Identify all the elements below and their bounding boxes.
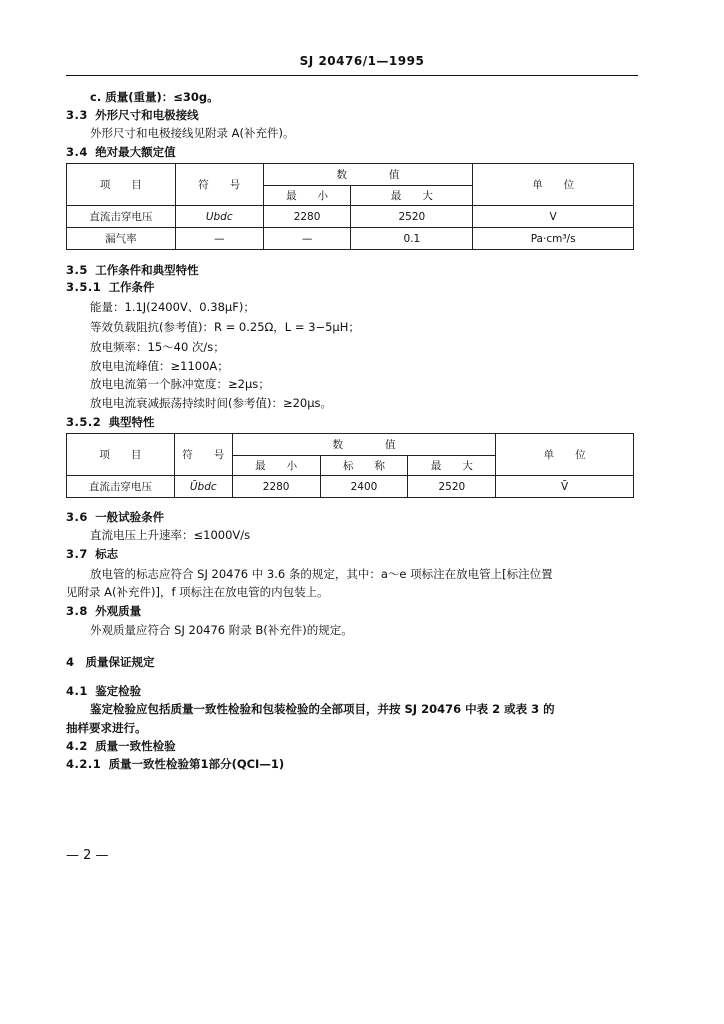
section-number: 4.1 bbox=[66, 684, 88, 698]
table-cell-unit: V bbox=[473, 206, 634, 228]
section-title: 质量保证规定 bbox=[85, 655, 155, 669]
table-cell-min: — bbox=[263, 228, 351, 250]
header-rule bbox=[66, 75, 638, 76]
table2-header-max: 最 大 bbox=[408, 456, 496, 476]
section-title: 工作条件和典型特性 bbox=[95, 263, 199, 277]
section-3-8-heading bbox=[66, 603, 141, 619]
table2-header-symbol: 符 号 bbox=[174, 434, 232, 476]
section-title: 标志 bbox=[95, 547, 119, 561]
table-cell-unit: Pa·cm³/s bbox=[473, 228, 634, 250]
table2-header-item: 项 目 bbox=[67, 434, 175, 476]
section-4-1-body-line2: 抽样要求进行。 bbox=[66, 721, 147, 735]
table2-header-unit: 单 位 bbox=[496, 434, 634, 476]
section-4-1-heading bbox=[66, 683, 141, 699]
absolute-max-ratings-table bbox=[66, 163, 634, 250]
table-cell-max: 2520 bbox=[408, 476, 496, 498]
section-title: 绝对最大额定值 bbox=[95, 145, 176, 159]
table1-header-item: 项 目 bbox=[67, 164, 176, 206]
table1-header-min: 最 小 bbox=[263, 186, 351, 206]
section-3-7-body-line2: 见附录 A(补充件)]，f 项标注在放电管的内包装上。 bbox=[66, 585, 329, 599]
table1-header-value: 数 值 bbox=[263, 164, 473, 186]
table-cell-min: 2280 bbox=[263, 206, 351, 228]
section-number: 3.4 bbox=[66, 145, 88, 159]
section-4-1-body-line1: 鉴定检验应包括质量一致性检验和包装检验的全部项目，并按 SJ 20476 中表 2 或表 3 的 bbox=[90, 702, 555, 716]
doc-header: SJ 20476/1—1995 bbox=[299, 54, 425, 68]
section-3-8-body: 外观质量应符合 SJ 20476 附录 B(补充件)的规定。 bbox=[90, 623, 353, 637]
page-number: — 2 — bbox=[66, 848, 109, 863]
table-cell-item: 漏气率 bbox=[67, 228, 176, 250]
table-cell-symbol: Ubdc bbox=[175, 206, 263, 228]
table-cell-max: 2520 bbox=[351, 206, 473, 228]
table-cell-nom: 2400 bbox=[320, 476, 408, 498]
table-cell-symbol: Ūbdc bbox=[174, 476, 232, 498]
table-row bbox=[67, 206, 634, 228]
section-title: 一般试验条件 bbox=[95, 510, 165, 524]
table2-header-nom: 标 称 bbox=[320, 456, 408, 476]
table-cell-unit: V̄ bbox=[496, 476, 634, 498]
work-condition-pulse-width: 放电电流第一个脉冲宽度：≥2μs； bbox=[90, 377, 270, 391]
item-c-mass: c. 质量(重量)：≤30g。 bbox=[90, 90, 219, 104]
section-3-3-heading bbox=[66, 107, 199, 123]
section-title: 质量一致性检验 bbox=[95, 739, 176, 753]
section-3-5-heading bbox=[66, 262, 199, 278]
section-number: 3.6 bbox=[66, 510, 88, 524]
table-row bbox=[67, 476, 634, 498]
work-condition-impedance: 等效负载阻抗(参考值)：R = 0.25Ω，L = 3−5μH； bbox=[90, 320, 360, 334]
section-title: 外观质量 bbox=[95, 604, 142, 618]
table-cell-item: 直流击穿电压 bbox=[67, 476, 175, 498]
table-cell-max: 0.1 bbox=[351, 228, 473, 250]
table-cell-symbol: — bbox=[175, 228, 263, 250]
section-3-7-heading bbox=[66, 546, 118, 562]
table2-header-min: 最 小 bbox=[232, 456, 320, 476]
section-number: 3.5 bbox=[66, 263, 88, 277]
section-3-5-1-heading bbox=[66, 279, 155, 295]
section-3-6-body: 直流电压上升速率：≤1000V/s bbox=[90, 528, 251, 542]
section-title: 质量一致性检验第1部分(QCI—1) bbox=[108, 757, 285, 771]
section-4-heading bbox=[66, 654, 154, 670]
table-row bbox=[67, 228, 634, 250]
table1-header-max: 最 大 bbox=[351, 186, 473, 206]
work-condition-frequency: 放电频率：15～40 次/s； bbox=[90, 340, 225, 354]
section-number: 3.5.1 bbox=[66, 280, 102, 294]
section-number: 3.8 bbox=[66, 604, 88, 618]
work-condition-oscillation: 放电电流衰减振荡持续时间(参考值)：≥20μs。 bbox=[90, 396, 333, 410]
section-3-3-body: 外形尺寸和电极接线见附录 A(补充件)。 bbox=[90, 126, 295, 140]
section-number: 3.7 bbox=[66, 547, 88, 561]
table-cell-item: 直流击穿电压 bbox=[67, 206, 176, 228]
section-number: 3.5.2 bbox=[66, 415, 102, 429]
section-number: 3.3 bbox=[66, 108, 88, 122]
section-3-5-2-heading bbox=[66, 414, 155, 430]
section-3-7-body-line1: 放电管的标志应符合 SJ 20476 中 3.6 条的规定，其中：a～e 项标注在放电管上[标注位置 bbox=[90, 567, 553, 581]
table1-header-unit: 单 位 bbox=[473, 164, 634, 206]
section-number: 4.2 bbox=[66, 739, 88, 753]
section-number: 4.2.1 bbox=[66, 757, 102, 771]
table1-header-symbol: 符 号 bbox=[175, 164, 263, 206]
typical-characteristics-table bbox=[66, 433, 634, 498]
section-title: 工作条件 bbox=[108, 280, 155, 294]
section-title: 鉴定检验 bbox=[95, 684, 142, 698]
section-number: 4 bbox=[66, 655, 75, 669]
section-4-2-1-heading bbox=[66, 756, 284, 772]
table-cell-min: 2280 bbox=[232, 476, 320, 498]
table2-header-value: 数 值 bbox=[232, 434, 496, 456]
work-condition-peak-current: 放电电流峰值：≥1100A； bbox=[90, 359, 229, 373]
section-4-2-heading bbox=[66, 738, 176, 754]
section-title: 外形尺寸和电极接线 bbox=[95, 108, 199, 122]
section-title: 典型特性 bbox=[108, 415, 155, 429]
section-3-6-heading bbox=[66, 509, 164, 525]
section-3-4-heading bbox=[66, 144, 176, 160]
work-condition-energy: 能量：1.1J(2400V、0.38μF)； bbox=[90, 300, 255, 314]
